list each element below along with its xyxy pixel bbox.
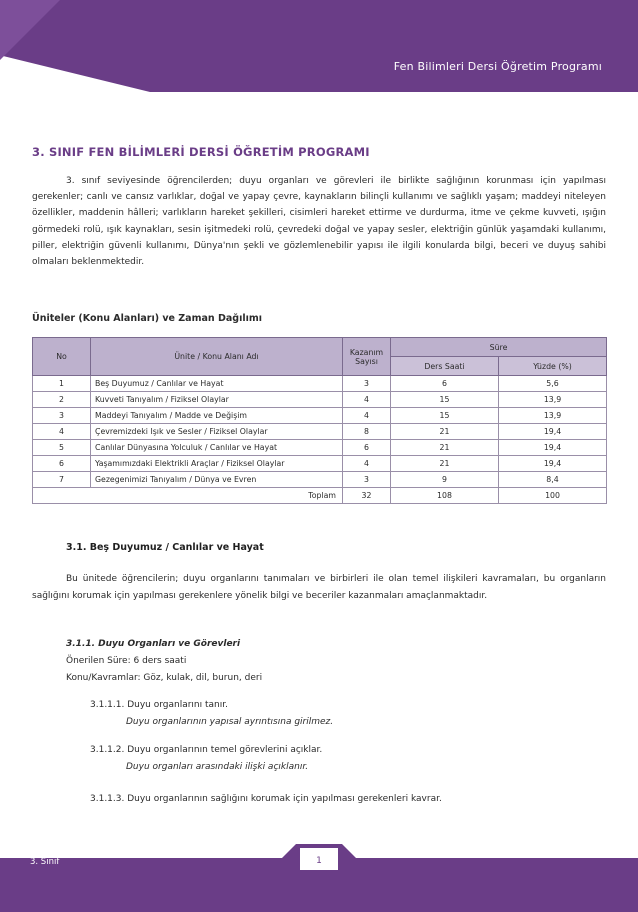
total-hours: 108 <box>391 488 499 504</box>
header-outcomes: Kazanım Sayısı <box>343 338 391 376</box>
outcome-code: 3.1.1.3. Duyu organlarının sağlığını korumak için yapılması gerekenleri kavrar. <box>90 794 442 804</box>
row-outcomes: 8 <box>343 424 391 440</box>
row-no: 4 <box>33 424 91 440</box>
row-outcomes: 6 <box>343 440 391 456</box>
row-percent: 19,4 <box>499 456 607 472</box>
page-title: 3. SINIF FEN BİLİMLERİ DERSİ ÖĞRETİM PROGRAMI <box>32 145 370 159</box>
header-percent: Yüzde (%) <box>499 357 607 376</box>
row-outcomes: 3 <box>343 472 391 488</box>
learning-outcome <box>90 791 442 808</box>
learning-outcome <box>90 742 322 776</box>
outcome-code: 3.1.1.1. Duyu organlarını tanır. <box>90 700 228 710</box>
row-unit-name: Kuvveti Tanıyalım / Fiziksel Olaylar <box>91 392 343 408</box>
row-hours: 21 <box>391 424 499 440</box>
row-unit-name: Beş Duyumuz / Canlılar ve Hayat <box>91 376 343 392</box>
outcome-note: Duyu organlarının yapısal ayrıntısına girilmez. <box>126 717 334 727</box>
row-outcomes: 4 <box>343 408 391 424</box>
row-unit-name: Gezegenimizi Tanıyalım / Dünya ve Evren <box>91 472 343 488</box>
intro-paragraph: 3. sınıf seviyesinde öğrencilerden; duyu organları ve görevleri ile birlikte sağlığının korunması için yapılması gerekenler; canlı ve cansız varlıklar, doğal ve yapay çevre, kaynakların bilinçli kullanımı ve sağlıklı yaşam; maddeyi niteleyen özellikler, maddenin hâlleri; varlıkların hareket şekilleri, cisimleri hareket ettirme ve durdurma, itme ve çekme kuvveti, ışığın görmedeki rolü, ışık kaynakları, sesin işitmedeki rolü, çevredeki doğal ve yapay sesler, elektriğin günlük yaşamdaki kullanımı, piller, elektriğin güvenli kullanımı, Dünya'nın şekli ve gözlemlenebilir yapısı ile ilgili konularda bilgi, beceri ve duyuş sahibi olmaları beklenmektedir. <box>32 176 606 268</box>
row-outcomes: 4 <box>343 456 391 472</box>
row-hours: 6 <box>391 376 499 392</box>
outcome-note: Duyu organları arasındaki ilişki açıklanır. <box>126 762 309 772</box>
row-percent: 8,4 <box>499 472 607 488</box>
table-total-row <box>33 488 607 504</box>
row-percent: 13,9 <box>499 408 607 424</box>
row-hours: 21 <box>391 456 499 472</box>
row-unit-name: Çevremizdeki Işık ve Sesler / Fiziksel Olaylar <box>91 424 343 440</box>
header-band <box>0 0 638 92</box>
row-no: 1 <box>33 376 91 392</box>
row-unit-name: Maddeyi Tanıyalım / Madde ve Değişim <box>91 408 343 424</box>
total-outcomes: 32 <box>343 488 391 504</box>
total-percent: 100 <box>499 488 607 504</box>
learning-outcome <box>90 697 333 731</box>
units-table <box>32 337 607 504</box>
header-duration: Süre <box>391 338 607 357</box>
row-unit-name: Yaşamımızdaki Elektrikli Araçlar / Fiziksel Olaylar <box>91 456 343 472</box>
row-no: 3 <box>33 408 91 424</box>
row-hours: 15 <box>391 408 499 424</box>
subsection-title: 3.1.1. Duyu Organları ve Görevleri <box>66 639 241 649</box>
table-row <box>33 472 607 488</box>
row-percent: 19,4 <box>499 424 607 440</box>
row-no: 7 <box>33 472 91 488</box>
row-unit-name: Canlılar Dünyasına Yolculuk / Canlılar ve Hayat <box>91 440 343 456</box>
row-percent: 19,4 <box>499 440 607 456</box>
footer-grade-label: 3. Sınıf <box>30 857 60 867</box>
row-outcomes: 4 <box>343 392 391 408</box>
row-outcomes: 3 <box>343 376 391 392</box>
suggested-time: Önerilen Süre: 6 ders saati <box>66 656 187 666</box>
row-percent: 5,6 <box>499 376 607 392</box>
header-title: Fen Bilimleri Dersi Öğretim Programı <box>393 60 602 73</box>
row-hours: 21 <box>391 440 499 456</box>
table-row <box>33 408 607 424</box>
section-paragraph: Bu ünitede öğrencilerin; duyu organlarını tanımaları ve birbirleri ile olan temel ilişkileri kavramaları, bu organların sağlığını korumak için yapılması gerekenlere yönelik bilgi ve beceriler kazanmaları amaçlanmaktadır. <box>32 574 606 601</box>
header-no: No <box>33 338 91 376</box>
row-no: 2 <box>33 392 91 408</box>
section-title: 3.1. Beş Duyumuz / Canlılar ve Hayat <box>66 542 264 553</box>
total-label: Toplam <box>33 488 343 504</box>
header-unit: Ünite / Konu Alanı Adı <box>91 338 343 376</box>
row-hours: 9 <box>391 472 499 488</box>
subsection-block <box>66 636 262 687</box>
table-row <box>33 440 607 456</box>
outcome-code: 3.1.1.2. Duyu organlarının temel görevlerini açıklar. <box>90 745 323 755</box>
table-row <box>33 424 607 440</box>
table-row <box>33 376 607 392</box>
row-no: 5 <box>33 440 91 456</box>
row-percent: 13,9 <box>499 392 607 408</box>
table-title: Üniteler (Konu Alanları) ve Zaman Dağılımı <box>32 313 262 324</box>
table-row <box>33 392 607 408</box>
row-hours: 15 <box>391 392 499 408</box>
row-no: 6 <box>33 456 91 472</box>
table-row <box>33 456 607 472</box>
page-number: 1 <box>316 856 322 866</box>
concepts: Konu/Kavramlar: Göz, kulak, dil, burun, deri <box>66 673 263 683</box>
header-hours: Ders Saati <box>391 357 499 376</box>
